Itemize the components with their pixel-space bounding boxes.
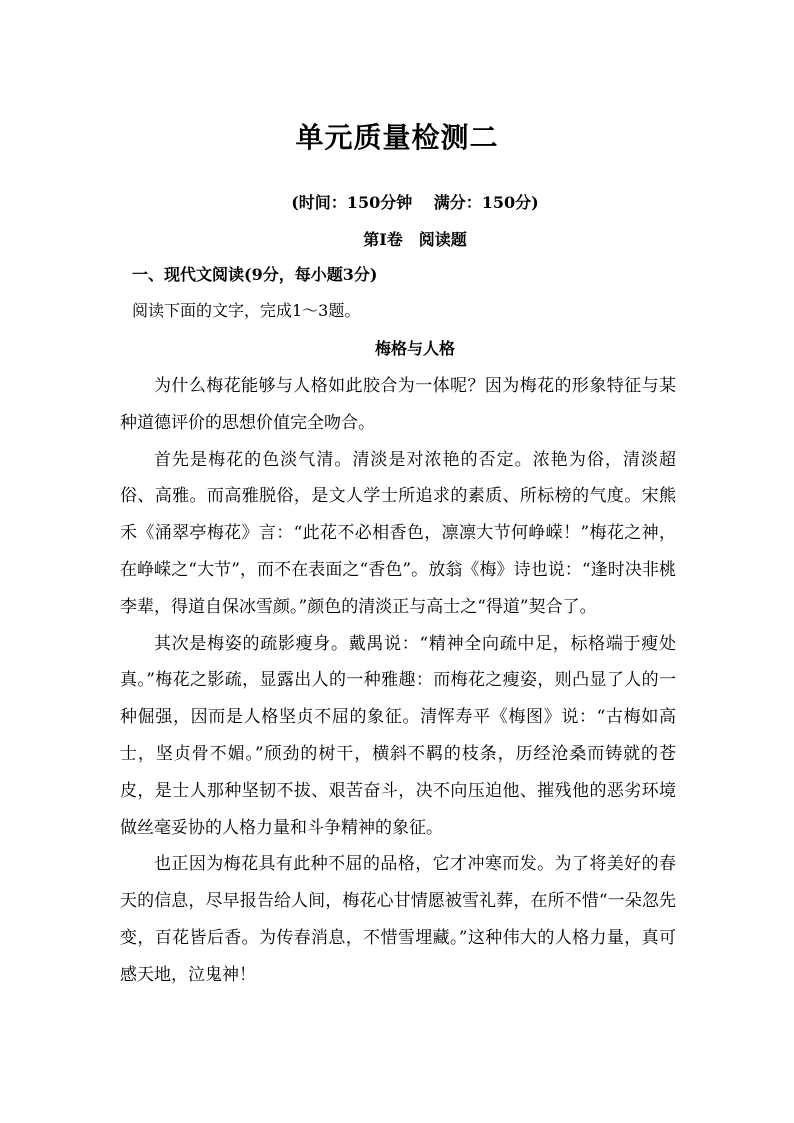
page-title: 单元质量检测二: [295, 121, 499, 154]
article-paragraph: 为什么梅花能够与人格如此胶合为一体呢？因为梅花的形象特征与某种道德评价的思想价值完全吻合。: [120, 376, 676, 433]
article-paragraph: 首先是梅花的色淡气清。清淡是对浓艳的否定。浓艳为俗，清淡超俗、高雅。而高雅脱俗，是文人学士所追求的素质、所标榜的气度。宋熊禾《涌翠亭梅花》言：“此花不必相香色，凛凛大节何峥嵘！”梅花之神，在峥嵘之“大节”，而不在表面之“香色”。放翁《梅》诗也说：“逢时决非桃李辈，得道自保冰雪颜。”颜色的清淡正与高士之“得道”契合了。: [120, 449, 676, 617]
article-title: 梅格与人格: [374, 339, 455, 358]
section-heading: 一、现代文阅读(9分，每小题3分): [132, 265, 378, 284]
article-body: [120, 368, 676, 994]
article-paragraph: 其次是梅姿的疏影瘦身。戴禺说：“精神全向疏中足，标格端于瘦处真。”梅花之影疏，显露出人的一种雅趣：而梅花之瘦姿，则凸显了人的一种倔强，因而是人格坚贞不屈的象征。清恽寿平《梅图》说：“古梅如高士，坚贞骨不媚。”颀劲的树干，横斜不羁的枝条，历经沧桑而铸就的苍皮，是士人那种坚韧不拔、艰苦奋斗，决不向压迫他、摧残他的恶劣环境做丝毫妥协的人格力量和斗争精神的象征。: [120, 633, 676, 838]
exam-meta: (时间：150分钟 满分：150分): [291, 193, 539, 212]
part-heading: 第Ⅰ卷 阅读题: [363, 230, 467, 249]
reading-instruction: 阅读下面的文字，完成1～3题。: [132, 301, 361, 320]
article-paragraph: 也正因为梅花具有此种不屈的品格，它才冲寒而发。为了将美好的春天的信息，尽早报告给人间，梅花心甘情愿被雪礼葬，在所不惜“一朵忽先变，百花皆后香。为传春消息，不惜雪埋藏。”这种伟大的人格力量，真可感天地，泣鬼神！: [120, 854, 676, 985]
